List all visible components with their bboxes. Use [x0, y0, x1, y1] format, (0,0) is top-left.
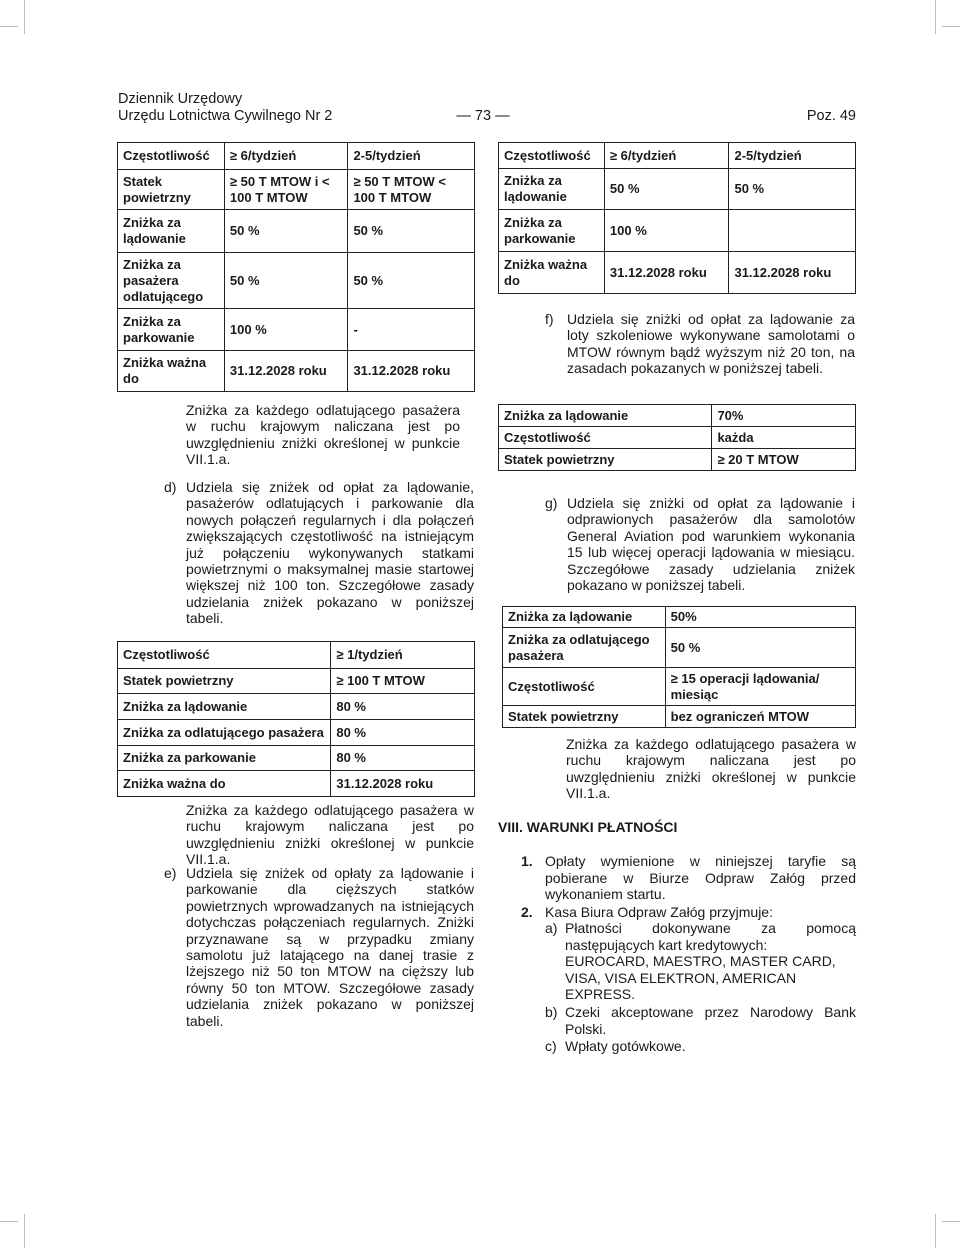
table-cell: ≥ 20 T MTOW	[712, 449, 856, 471]
table-cell: 70%	[712, 405, 856, 427]
sub-item-label: a)	[545, 920, 558, 936]
table-cell: Zniżka za lądowanie	[503, 607, 666, 628]
paragraph-text: Udziela się zniżek od opłat za lądowanie, pasażerów odlatujących i parkowanie dla nowych połączeń regularnych i dla połączeń zwiększających częstotliwość na istniejącym już połączeniu wykonywanych statkami powietrznymi o maksymalnej masie startowej większej niż 100 ton. Szczegółowe zasady udzielania zniżek pokazano w poniższej tabeli.	[186, 479, 474, 627]
crop-mark	[0, 26, 18, 27]
discount-table-2	[117, 641, 475, 797]
table-cell: Częstotliwość	[503, 668, 666, 706]
sub-item-c	[545, 1038, 856, 1056]
discount-table-4	[498, 404, 856, 471]
table-cell: Częstotliwość	[499, 143, 605, 169]
table-cell: 2-5/tydzień	[729, 143, 856, 169]
sub-item-text: Wpłaty gotówkowe.	[565, 1038, 686, 1054]
crop-mark	[935, 0, 936, 34]
table-cell: Zniżka ważna do	[118, 351, 225, 392]
table-row	[118, 746, 475, 771]
table-cell: ≥ 100 T MTOW	[331, 669, 475, 694]
table-cell: 80 %	[331, 746, 475, 771]
table-cell: Statek powietrzny	[503, 706, 666, 728]
table-row	[499, 210, 856, 252]
paragraph-text: Udziela się zniżki od opłat za lądowanie za loty szkoleniowe wykonywane samolotami o MTOW równym bądź wyższym niż 20 ton, na zasadach pokazanych w poniższej tabeli.	[567, 311, 855, 377]
discount-table-5	[502, 606, 856, 728]
table-row	[118, 771, 475, 797]
table-cell: 2-5/tydzień	[348, 143, 475, 170]
table-cell: 50 %	[224, 210, 348, 253]
table-row	[118, 210, 475, 253]
paragraph-label: f)	[545, 311, 554, 327]
table-cell: 50 %	[348, 210, 475, 253]
table-cell: ≥ 50 T MTOW i < 100 T MTOW	[224, 170, 348, 210]
table-cell: 50 %	[729, 169, 856, 210]
table-row	[499, 143, 856, 169]
table-cell: Zniżka za lądowanie	[118, 694, 331, 720]
paragraph-e	[164, 865, 474, 1029]
table-cell: 31.12.2028 roku	[224, 351, 348, 392]
table-row	[118, 253, 475, 309]
list-item-text: Opłaty wymienione w niniejszej taryfie są pobierane w Biurze Odpraw Załóg przed wykonaniem startu.	[545, 853, 856, 902]
table-cell: Częstotliwość	[118, 642, 331, 669]
table-cell: 50 %	[665, 628, 855, 668]
table-cell	[729, 210, 856, 252]
note-paragraph: Zniżka za każdego odlatującego pasażera w ruchu krajowym naliczana jest po uwzględnieniu zniżki określonej w punkcie VII.1.a.	[186, 402, 460, 468]
table-cell: Częstotliwość	[118, 143, 225, 170]
sub-item-label: b)	[545, 1004, 558, 1020]
table-cell: 80 %	[331, 694, 475, 720]
table-row	[503, 607, 856, 628]
list-item-number: 1.	[521, 853, 533, 869]
table-row	[503, 628, 856, 668]
card-list: EUROCARD, MAESTRO, MASTER CARD, VISA, VISA ELEKTRON, AMERICAN EXPRESS.	[565, 953, 836, 1002]
table-row	[118, 170, 475, 210]
table-row	[499, 449, 856, 471]
table-row	[503, 668, 856, 706]
table-row	[499, 252, 856, 294]
paragraph-g	[545, 495, 855, 595]
table-row	[118, 351, 475, 392]
table-cell: Zniżka za parkowanie	[118, 746, 331, 771]
header-publication: Dziennik Urzędowy	[118, 91, 243, 107]
table-cell: Zniżka za odlatującego pasażera	[503, 628, 666, 668]
paragraph-label: e)	[164, 865, 177, 881]
sub-item-text: Płatności dokonywane za pomocą następujących kart kredytowych:	[565, 920, 856, 953]
table-cell: ≥ 6/tydzień	[224, 143, 348, 170]
paragraph-f	[545, 311, 855, 395]
paragraph-d	[164, 479, 474, 639]
crop-mark	[935, 1214, 936, 1248]
table-row	[118, 720, 475, 746]
table-cell: Statek powietrzny	[499, 449, 712, 471]
section-heading: VIII. WARUNKI PŁATNOŚCI	[498, 819, 678, 835]
table-cell: -	[348, 309, 475, 351]
table-row	[118, 642, 475, 669]
table-cell: 31.12.2028 roku	[729, 252, 856, 294]
table-cell: ≥ 50 T MTOW < 100 T MTOW	[348, 170, 475, 210]
sub-item-a	[545, 920, 856, 956]
table-row	[503, 706, 856, 728]
table-cell: 80 %	[331, 720, 475, 746]
table-cell: Zniżka ważna do	[118, 771, 331, 797]
sub-item-label: c)	[545, 1038, 557, 1054]
page-number: — 73 —	[456, 108, 510, 124]
list-item-number: 2.	[521, 904, 533, 920]
crop-mark	[942, 1221, 960, 1222]
crop-mark	[942, 26, 960, 27]
table-cell: ≥ 15 operacji lądowania/ miesiąc	[665, 668, 855, 706]
table-cell: 100 %	[604, 210, 729, 252]
header-issuer: Urzędu Lotnictwa Cywilnego Nr 2	[118, 108, 333, 124]
table-cell: Częstotliwość	[499, 427, 712, 449]
table-cell: Zniżka za odlatującego pasażera	[118, 720, 331, 746]
table-row	[499, 169, 856, 210]
paragraph-label: d)	[164, 479, 177, 495]
paragraph-label: g)	[545, 495, 558, 511]
table-cell: 50 %	[604, 169, 729, 210]
discount-table-3	[498, 142, 856, 294]
table-row	[499, 405, 856, 427]
note-paragraph: Zniżka za każdego odlatującego pasażera w ruchu krajowym naliczana jest po uwzględnieniu zniżki określonej w punkcie VII.1.a.	[186, 802, 474, 868]
sub-item-text: Czeki akceptowane przez Narodowy Bank Polski.	[565, 1004, 856, 1037]
table-cell: Zniżka za lądowanie	[118, 210, 225, 253]
table-cell: ≥ 1/tydzień	[331, 642, 475, 669]
crop-mark	[0, 1221, 18, 1222]
table-cell: Zniżka za parkowanie	[118, 309, 225, 351]
table-cell: 100 %	[224, 309, 348, 351]
table-cell: Zniżka ważna do	[499, 252, 605, 294]
table-cell: Zniżka za lądowanie	[499, 405, 712, 427]
table-cell: 31.12.2028 roku	[604, 252, 729, 294]
list-item-text: Kasa Biura Odpraw Załóg przyjmuje:	[545, 904, 773, 920]
sub-item-b	[545, 1004, 856, 1040]
table-row	[118, 694, 475, 720]
table-cell: 31.12.2028 roku	[348, 351, 475, 392]
table-row	[118, 669, 475, 694]
table-row	[499, 427, 856, 449]
table-cell: Zniżka za parkowanie	[499, 210, 605, 252]
table-cell: ≥ 6/tydzień	[604, 143, 729, 169]
crop-mark	[24, 0, 25, 34]
table-cell: Zniżka za pasażera odlatującego	[118, 253, 225, 309]
paragraph-text: Udziela się zniżki od opłat za lądowanie i odprawionych pasażerów dla samolotów General Aviation pod warunkiem wykonania 15 lub więcej operacji lądowania w miesiącu. Szczegółowe zasady udzielania zniżek pokazano w poniższej tabeli.	[567, 495, 855, 594]
header-position: Poz. 49	[806, 108, 856, 124]
list-item	[521, 853, 856, 905]
discount-table-1	[117, 142, 475, 392]
table-cell: każda	[712, 427, 856, 449]
table-cell: Zniżka za lądowanie	[499, 169, 605, 210]
crop-mark	[24, 1214, 25, 1248]
table-cell: 31.12.2028 roku	[331, 771, 475, 797]
paragraph-text: Udziela się zniżek od opłaty za lądowanie i parkowanie dla cięższych statków powietrznych wprowadzanych na istniejących dotychczas połączeniach regularnych. Zniżki przyznawane są w przypadku zmiany samolotu już latającego na danej trasie z lżejszego niż 50 ton MTOW na cięższy lub równy 50 ton MTOW. Szczegółowe zasady udzielania zniżek pokazano w poniższej tabeli.	[186, 865, 474, 1029]
table-cell: 50%	[665, 607, 855, 628]
table-cell: Statek powietrzny	[118, 669, 331, 694]
table-row	[118, 309, 475, 351]
table-cell: bez ograniczeń MTOW	[665, 706, 855, 728]
table-cell: 50 %	[348, 253, 475, 309]
table-row	[118, 143, 475, 170]
note-paragraph: Zniżka za każdego odlatującego pasażera w ruchu krajowym naliczana jest po uwzględnieniu zniżki określonej w punkcie VII.1.a.	[566, 736, 856, 802]
table-cell: 50 %	[224, 253, 348, 309]
table-cell: Statek powietrzny	[118, 170, 225, 210]
